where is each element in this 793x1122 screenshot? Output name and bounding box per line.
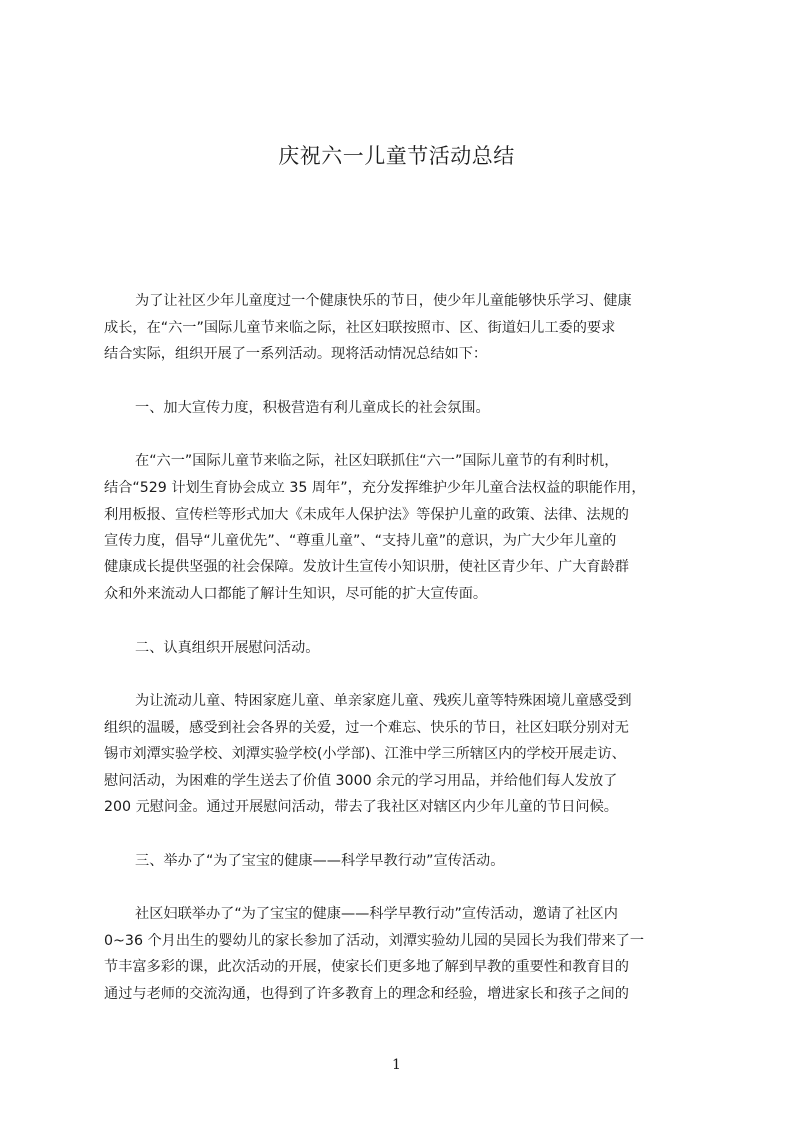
paragraph-4-line-2: 0~36 个月出生的婴幼儿的家长参加了活动，刘潭实验幼儿园的吴园长为我们带来了一 [104, 933, 645, 949]
paragraph-2-line-1: 在“六一”国际儿童节来临之际，社区妇联抓住“六一”国际儿童节的有利时机， [135, 453, 619, 469]
paragraph-1-line-2: 成长，在“六一”国际儿童节来临之际，社区妇联按照市、区、街道妇儿工委的要求 [104, 320, 616, 336]
paragraph-4-line-4: 通过与老师的交流沟通，也得到了许多教育上的理念和经验，增进家长和孩子之间的 [104, 986, 629, 1002]
paragraph-3-line-1: 为让流动儿童、特困家庭儿童、单亲家庭儿童、残疾儿童等特殊困境儿童感受到 [135, 693, 632, 709]
paragraph-1-line-1: 为了让社区少年儿童度过一个健康快乐的节日，使少年儿童能够快乐学习、健康 [135, 293, 632, 309]
section-heading-1: 一、加大宣传力度，积极营造有利儿童成长的社会氛围。 [135, 400, 490, 416]
paragraph-4-line-1: 社区妇联举办了“为了宝宝的健康——科学早教行动”宣传活动，邀请了社区内 [135, 906, 618, 922]
paragraph-2-line-3: 利用板报、宣传栏等形式加大《未成年人保护法》等保护儿童的政策、法律、法规的 [104, 507, 629, 523]
paragraph-3-line-3: 锡市刘潭实验学校、刘潭实验学校(小学部)、江淮中学三所辖区内的学校开展走访、 [104, 746, 626, 762]
paragraph-2-line-4: 宣传力度，倡导“儿童优先”、“尊重儿童”、“支持儿童”的意识，为广大少年儿童的 [104, 533, 617, 549]
document-title: 庆祝六一儿童节活动总结 [278, 144, 515, 168]
paragraph-4-line-3: 节丰富多彩的课，此次活动的开展，使家长们更多地了解到早教的重要性和教育目的 [104, 959, 629, 975]
paragraph-2-line-6: 众和外来流动人口都能了解计生知识，尽可能的扩大宣传面。 [104, 586, 488, 602]
paragraph-2-line-5: 健康成长提供坚强的社会保障。发放计生宣传小知识册，使社区青少年、广大育龄群 [104, 559, 629, 575]
paragraph-3-line-5: 200 元慰问金。通过开展慰问活动，带去了我社区对辖区内少年儿童的节日问候。 [104, 799, 618, 815]
page-number: 1 [392, 1057, 401, 1073]
paragraph-3-line-4: 慰问活动，为困难的学生送去了价值 3000 余元的学习用品，并给他们每人发放了 [104, 773, 618, 789]
paragraph-3-line-2: 组织的温暖，感受到社会各界的关爱，过一个难忘、快乐的节日，社区妇联分别对无 [104, 720, 629, 736]
section-heading-2: 二、认真组织开展慰问活动。 [135, 640, 320, 656]
paragraph-2-line-2: 结合“529 计划生育协会成立 35 周年”，充分发挥维护少年儿童合法权益的职能作用， [104, 480, 646, 496]
paragraph-1-line-3: 结合实际，组织开展了一系列活动。现将活动情况总结如下： [104, 346, 488, 362]
section-heading-3: 三、举办了“为了宝宝的健康——科学早教行动”宣传活动。 [135, 853, 505, 869]
